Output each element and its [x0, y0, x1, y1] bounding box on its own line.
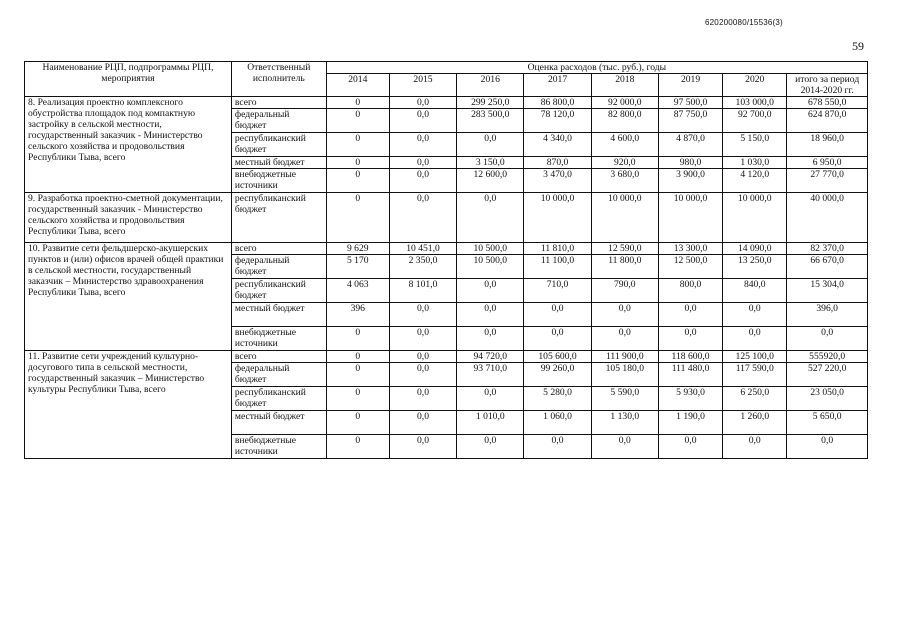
value-cell: 0: [326, 411, 389, 435]
funding-source: местный бюджет: [231, 303, 326, 327]
value-cell: 0,0: [389, 327, 456, 351]
value-cell: 5 930,0: [658, 387, 722, 411]
value-cell: 13 250,0: [723, 255, 787, 279]
executor-column-header: Ответственный исполнитель: [231, 62, 326, 97]
value-cell: 105 180,0: [591, 363, 658, 387]
value-cell: 800,0: [658, 279, 722, 303]
value-cell: 1 260,0: [723, 411, 787, 435]
value-cell: 13 300,0: [658, 243, 722, 255]
value-cell: 4 063: [326, 279, 389, 303]
value-cell: 9 629: [326, 243, 389, 255]
total-cell: 18 960,0: [787, 133, 868, 157]
value-cell: 0,0: [524, 435, 591, 459]
funding-source: всего: [231, 351, 326, 363]
value-cell: 0,0: [389, 157, 456, 169]
value-cell: 111 480,0: [658, 363, 722, 387]
value-cell: 0,0: [723, 435, 787, 459]
value-cell: 0,0: [389, 387, 456, 411]
year-header: 2018: [591, 74, 658, 97]
value-cell: 0: [326, 169, 389, 193]
value-cell: 125 100,0: [723, 351, 787, 363]
value-cell: 3 680,0: [591, 169, 658, 193]
total-cell: 527 220,0: [787, 363, 868, 387]
value-cell: 87 750,0: [658, 109, 722, 133]
total-cell: 15 304,0: [787, 279, 868, 303]
value-cell: 2 350,0: [389, 255, 456, 279]
value-cell: 0: [326, 327, 389, 351]
total-cell: 23 050,0: [787, 387, 868, 411]
measure-name: 8. Реализация проектно комплексного обустройства площадок под компактную застройку в сельской местности, государственный заказчик - Министерство сельского хозяйства и продовольствия Республики Тыва, всего: [25, 97, 232, 193]
value-cell: 1 030,0: [723, 157, 787, 169]
value-cell: 0,0: [457, 279, 524, 303]
table-row: [25, 243, 868, 255]
value-cell: 0,0: [389, 97, 456, 109]
funding-source: федеральный бюджет: [231, 109, 326, 133]
value-cell: 0,0: [658, 327, 722, 351]
value-cell: 0,0: [658, 303, 722, 327]
year-header: 2016: [457, 74, 524, 97]
measure-name: 9. Разработка проектно-сметной документации, государственный заказчик - Министерство сельского хозяйства и продовольствия Республики Тыва, всего: [25, 193, 232, 243]
value-cell: 14 090,0: [723, 243, 787, 255]
budget-table: [24, 61, 868, 459]
value-cell: 10 000,0: [658, 193, 722, 243]
estimate-column-header: Оценка расходов (тыс. руб.), годы: [326, 62, 867, 74]
value-cell: 0,0: [389, 193, 456, 243]
value-cell: 0,0: [591, 435, 658, 459]
total-cell: 0,0: [787, 327, 868, 351]
value-cell: 0,0: [389, 169, 456, 193]
total-cell: 678 550,0: [787, 97, 868, 109]
value-cell: 0,0: [524, 303, 591, 327]
funding-source: всего: [231, 97, 326, 109]
value-cell: 0,0: [457, 193, 524, 243]
value-cell: 105 600,0: [524, 351, 591, 363]
value-cell: 92 700,0: [723, 109, 787, 133]
table-row: [25, 351, 868, 363]
value-cell: 11 100,0: [524, 255, 591, 279]
value-cell: 11 810,0: [524, 243, 591, 255]
year-header: 2014: [326, 74, 389, 97]
value-cell: 0,0: [457, 387, 524, 411]
measure-name: 11. Развитие сети учреждений культурно-досугового типа в сельской местности, государственный заказчик – Министерство культуры Республики Тыва, всего: [25, 351, 232, 459]
value-cell: 980,0: [658, 157, 722, 169]
funding-source: республиканский бюджет: [231, 193, 326, 243]
value-cell: 0: [326, 387, 389, 411]
value-cell: 12 590,0: [591, 243, 658, 255]
value-cell: 1 190,0: [658, 411, 722, 435]
total-cell: 66 670,0: [787, 255, 868, 279]
document-code: 620200080/15536(3): [705, 18, 783, 27]
year-header: 2015: [389, 74, 456, 97]
total-cell: 5 650,0: [787, 411, 868, 435]
value-cell: 111 900,0: [591, 351, 658, 363]
funding-source: федеральный бюджет: [231, 255, 326, 279]
funding-source: внебюджетные источники: [231, 327, 326, 351]
value-cell: 0,0: [389, 411, 456, 435]
value-cell: 82 800,0: [591, 109, 658, 133]
value-cell: 10 500,0: [457, 243, 524, 255]
value-cell: 0: [326, 133, 389, 157]
funding-source: федеральный бюджет: [231, 363, 326, 387]
value-cell: 3 150,0: [457, 157, 524, 169]
value-cell: 11 800,0: [591, 255, 658, 279]
value-cell: 0,0: [723, 303, 787, 327]
value-cell: 5 590,0: [591, 387, 658, 411]
funding-source: республиканский бюджет: [231, 387, 326, 411]
value-cell: 299 250,0: [457, 97, 524, 109]
value-cell: 86 800,0: [524, 97, 591, 109]
value-cell: 840,0: [723, 279, 787, 303]
value-cell: 1 010,0: [457, 411, 524, 435]
value-cell: 0,0: [723, 327, 787, 351]
value-cell: 0: [326, 97, 389, 109]
value-cell: 0,0: [389, 133, 456, 157]
value-cell: 97 500,0: [658, 97, 722, 109]
value-cell: 3 900,0: [658, 169, 722, 193]
value-cell: 790,0: [591, 279, 658, 303]
value-cell: 4 120,0: [723, 169, 787, 193]
value-cell: 0: [326, 193, 389, 243]
value-cell: 0,0: [658, 435, 722, 459]
year-header: 2017: [524, 74, 591, 97]
value-cell: 0,0: [457, 133, 524, 157]
value-cell: 8 101,0: [389, 279, 456, 303]
value-cell: 103 000,0: [723, 97, 787, 109]
name-column-header: Наименование РЦП, подпрограммы РЦП, мероприятия: [25, 62, 232, 97]
value-cell: 0,0: [591, 327, 658, 351]
value-cell: 0,0: [524, 327, 591, 351]
value-cell: 0,0: [591, 303, 658, 327]
total-cell: 6 950,0: [787, 157, 868, 169]
measure-name: 10. Развитие сети фельдшерско-акушерских пунктов и (или) офисов врачей общей практики в сельской местности, государственный заказчик – Министерство здравоохранения Республики Тыва, всего: [25, 243, 232, 351]
value-cell: 920,0: [591, 157, 658, 169]
total-cell: 0,0: [787, 435, 868, 459]
value-cell: 0,0: [389, 363, 456, 387]
value-cell: 10 000,0: [591, 193, 658, 243]
value-cell: 5 150,0: [723, 133, 787, 157]
value-cell: 0: [326, 109, 389, 133]
table-row: [25, 97, 868, 109]
value-cell: 10 000,0: [723, 193, 787, 243]
total-cell: 40 000,0: [787, 193, 868, 243]
value-cell: 5 170: [326, 255, 389, 279]
value-cell: 283 500,0: [457, 109, 524, 133]
total-cell: 624 870,0: [787, 109, 868, 133]
value-cell: 396: [326, 303, 389, 327]
header-row: [25, 62, 868, 74]
value-cell: 870,0: [524, 157, 591, 169]
table-row: [25, 193, 868, 243]
value-cell: 99 260,0: [524, 363, 591, 387]
value-cell: 710,0: [524, 279, 591, 303]
value-cell: 5 280,0: [524, 387, 591, 411]
value-cell: 117 590,0: [723, 363, 787, 387]
total-cell: 396,0: [787, 303, 868, 327]
value-cell: 92 000,0: [591, 97, 658, 109]
funding-source: внебюджетные источники: [231, 169, 326, 193]
value-cell: 0: [326, 157, 389, 169]
value-cell: 0,0: [457, 435, 524, 459]
value-cell: 0,0: [457, 327, 524, 351]
value-cell: 4 600,0: [591, 133, 658, 157]
value-cell: 12 600,0: [457, 169, 524, 193]
value-cell: 94 720,0: [457, 351, 524, 363]
year-header: 2020: [723, 74, 787, 97]
funding-source: республиканский бюджет: [231, 279, 326, 303]
value-cell: 93 710,0: [457, 363, 524, 387]
value-cell: 6 250,0: [723, 387, 787, 411]
funding-source: местный бюджет: [231, 411, 326, 435]
value-cell: 3 470,0: [524, 169, 591, 193]
value-cell: 0,0: [389, 435, 456, 459]
value-cell: 10 000,0: [524, 193, 591, 243]
page-number: 59: [852, 39, 864, 53]
total-cell: 27 770,0: [787, 169, 868, 193]
value-cell: 1 130,0: [591, 411, 658, 435]
total-cell: 555920,0: [787, 351, 868, 363]
total-period-header: итого за период 2014-2020 гг.: [787, 74, 868, 97]
value-cell: 0: [326, 351, 389, 363]
value-cell: 0,0: [389, 351, 456, 363]
value-cell: 0,0: [389, 109, 456, 133]
total-cell: 82 370,0: [787, 243, 868, 255]
funding-source: местный бюджет: [231, 157, 326, 169]
value-cell: 4 870,0: [658, 133, 722, 157]
value-cell: 0,0: [457, 303, 524, 327]
value-cell: 118 600,0: [658, 351, 722, 363]
funding-source: внебюджетные источники: [231, 435, 326, 459]
year-header: 2019: [658, 74, 722, 97]
funding-source: республиканский бюджет: [231, 133, 326, 157]
value-cell: 78 120,0: [524, 109, 591, 133]
value-cell: 0: [326, 363, 389, 387]
funding-source: всего: [231, 243, 326, 255]
value-cell: 12 500,0: [658, 255, 722, 279]
value-cell: 1 060,0: [524, 411, 591, 435]
value-cell: 10 500,0: [457, 255, 524, 279]
value-cell: 4 340,0: [524, 133, 591, 157]
value-cell: 0,0: [389, 303, 456, 327]
value-cell: 10 451,0: [389, 243, 456, 255]
value-cell: 0: [326, 435, 389, 459]
